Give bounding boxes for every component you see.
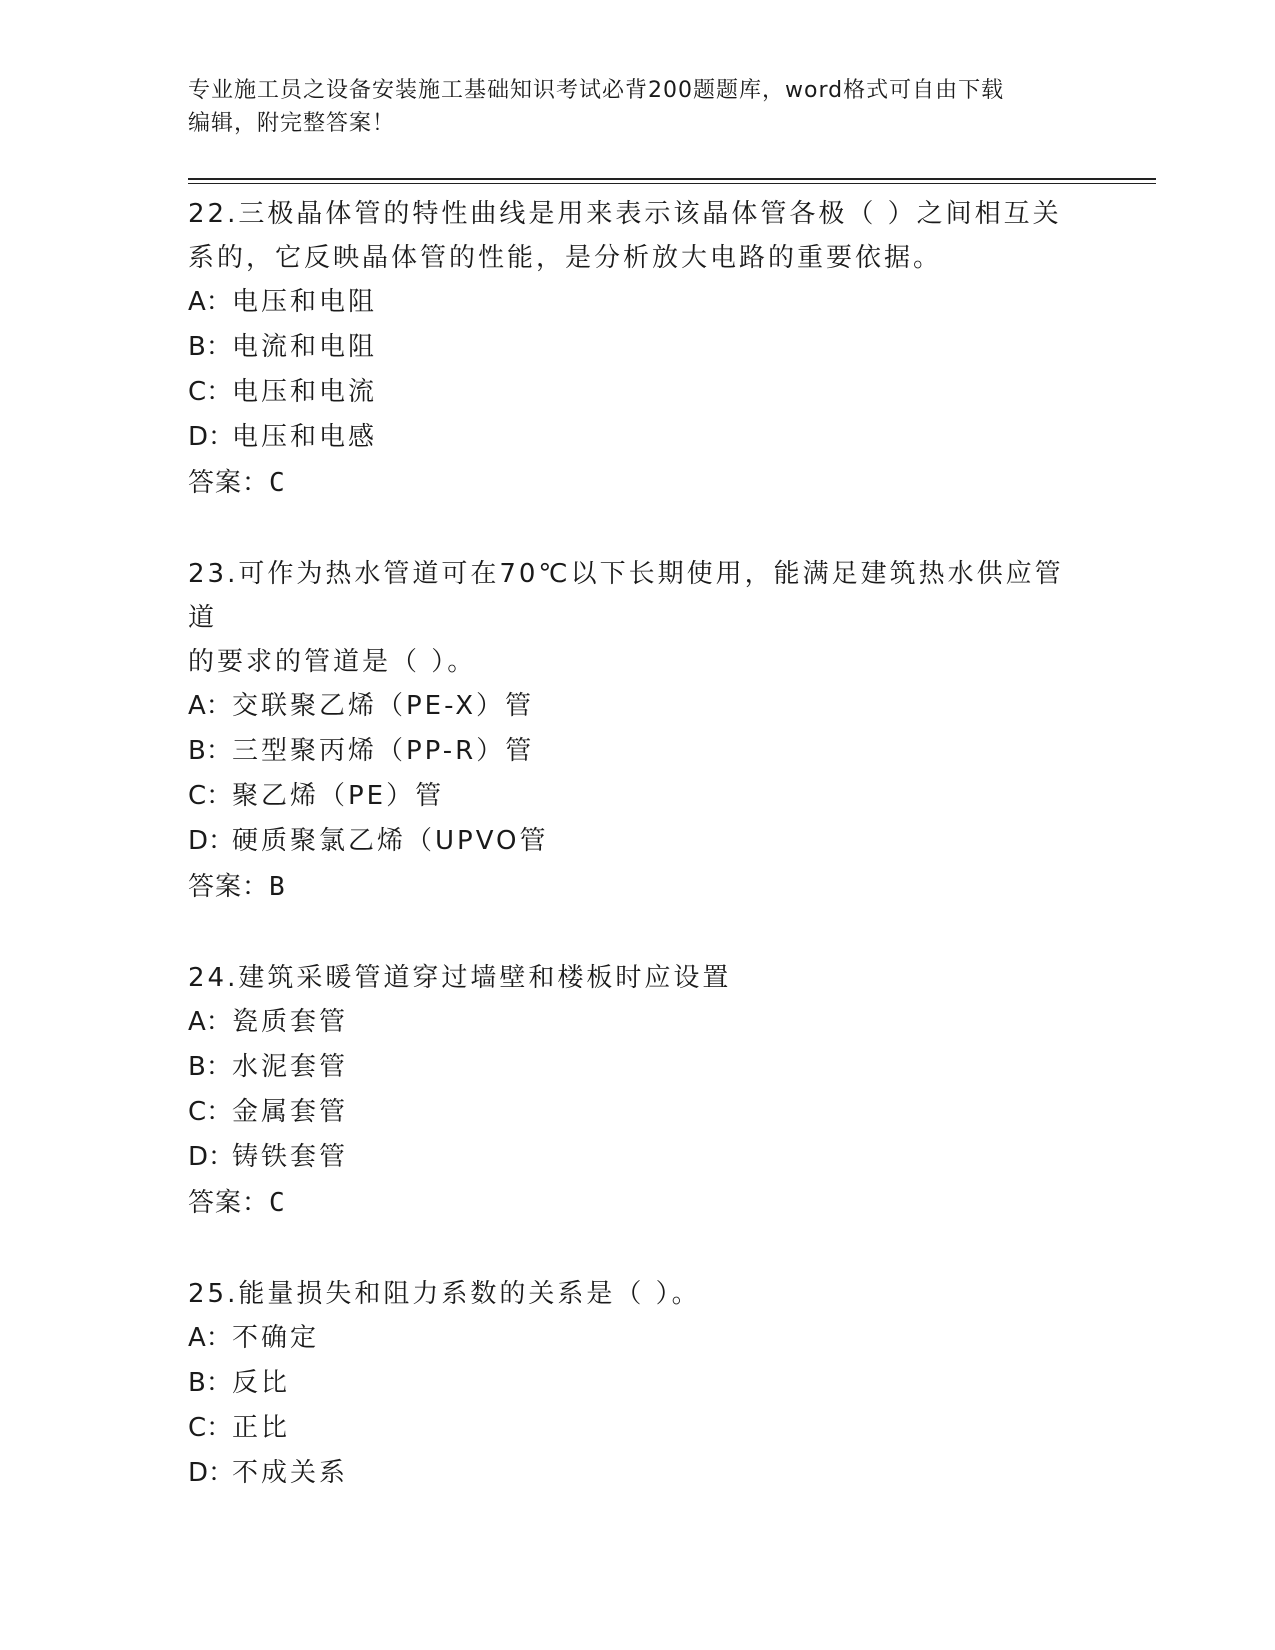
question-24 — [188, 956, 1088, 1226]
option-text: 电压和电流 — [232, 377, 378, 407]
option-text: 铸铁套管 — [232, 1142, 349, 1172]
header-divider-thin — [188, 183, 1156, 184]
option-key: B： — [188, 1052, 232, 1082]
question-stem — [188, 1272, 1088, 1316]
option-c — [188, 1406, 1088, 1451]
question-stem-line: 22.三极晶体管的特性曲线是用来表示该晶体管各极（ ）之间相互关 — [188, 199, 1062, 229]
answer — [188, 864, 1088, 910]
option-a — [188, 1000, 1088, 1045]
option-b — [188, 729, 1088, 774]
answer — [188, 1180, 1088, 1226]
option-key: A： — [188, 691, 232, 721]
option-key: A： — [188, 1323, 232, 1353]
option-text: 交联聚乙烯（PE-X）管 — [232, 691, 535, 721]
option-text: 反比 — [232, 1368, 291, 1398]
question-23 — [188, 552, 1088, 910]
option-text: 聚乙烯（PE）管 — [232, 781, 445, 811]
question-22 — [188, 192, 1088, 506]
option-d — [188, 1135, 1088, 1180]
option-a — [188, 1316, 1088, 1361]
question-25 — [188, 1272, 1088, 1496]
option-key: D： — [188, 826, 235, 856]
answer-label: 答案： — [188, 872, 270, 902]
option-d — [188, 1451, 1088, 1496]
option-a — [188, 280, 1088, 325]
answer-value: C — [269, 468, 286, 498]
question-stem-line: 23.可作为热水管道可在70℃以下长期使用，能满足建筑热水供应管道 — [188, 559, 1064, 633]
option-text: 硬质聚氯乙烯（UPVO管 — [232, 826, 549, 856]
question-stem-line: 的要求的管道是（ ）。 — [188, 647, 477, 677]
option-text: 电压和电阻 — [232, 287, 378, 317]
option-key: C： — [188, 1413, 233, 1443]
option-key: A： — [188, 1007, 232, 1037]
option-b — [188, 1045, 1088, 1090]
option-text: 电流和电阻 — [232, 332, 378, 362]
answer-label: 答案： — [188, 468, 270, 498]
option-text: 瓷质套管 — [232, 1007, 349, 1037]
option-d — [188, 415, 1088, 460]
answer — [188, 460, 1088, 506]
option-text: 不成关系 — [232, 1458, 349, 1488]
option-c — [188, 370, 1088, 415]
option-text: 正比 — [232, 1413, 291, 1443]
option-c — [188, 1090, 1088, 1135]
answer-value: B — [269, 872, 286, 902]
option-b — [188, 1361, 1088, 1406]
option-key: D： — [188, 1458, 235, 1488]
option-key: B： — [188, 332, 232, 362]
option-key: B： — [188, 1368, 232, 1398]
question-stem — [188, 552, 1088, 684]
option-key: D： — [188, 422, 235, 452]
header-title-line-2: 编辑，附完整答案！ — [188, 111, 396, 136]
question-stem-line: 24.建筑采暖管道穿过墙壁和楼板时应设置 — [188, 963, 732, 993]
option-c — [188, 774, 1088, 819]
option-d — [188, 819, 1088, 864]
question-stem-line: 系的，它反映晶体管的性能，是分析放大电路的重要依据。 — [188, 243, 943, 273]
option-text: 水泥套管 — [232, 1052, 349, 1082]
option-text: 电压和电感 — [232, 422, 378, 452]
option-key: D： — [188, 1142, 235, 1172]
header-title-line-1: 专业施工员之设备安装施工基础知识考试必背200题题库，word格式可自由下载 — [188, 78, 1005, 103]
option-a — [188, 684, 1088, 729]
option-key: B： — [188, 736, 232, 766]
option-text: 不确定 — [232, 1323, 320, 1353]
option-key: C： — [188, 1097, 233, 1127]
option-text: 三型聚丙烯（PP-R）管 — [232, 736, 535, 766]
option-key: C： — [188, 781, 233, 811]
option-key: A： — [188, 287, 232, 317]
option-b — [188, 325, 1088, 370]
question-stem-line: 25.能量损失和阻力系数的关系是（ ）。 — [188, 1279, 701, 1309]
question-list — [188, 192, 1088, 1542]
option-text: 金属套管 — [232, 1097, 349, 1127]
question-stem — [188, 192, 1088, 280]
answer-value: C — [269, 1188, 286, 1218]
document-header — [188, 74, 1088, 140]
answer-label: 答案： — [188, 1188, 270, 1218]
question-stem — [188, 956, 1088, 1000]
option-key: C： — [188, 377, 233, 407]
header-divider-thick — [188, 178, 1156, 180]
